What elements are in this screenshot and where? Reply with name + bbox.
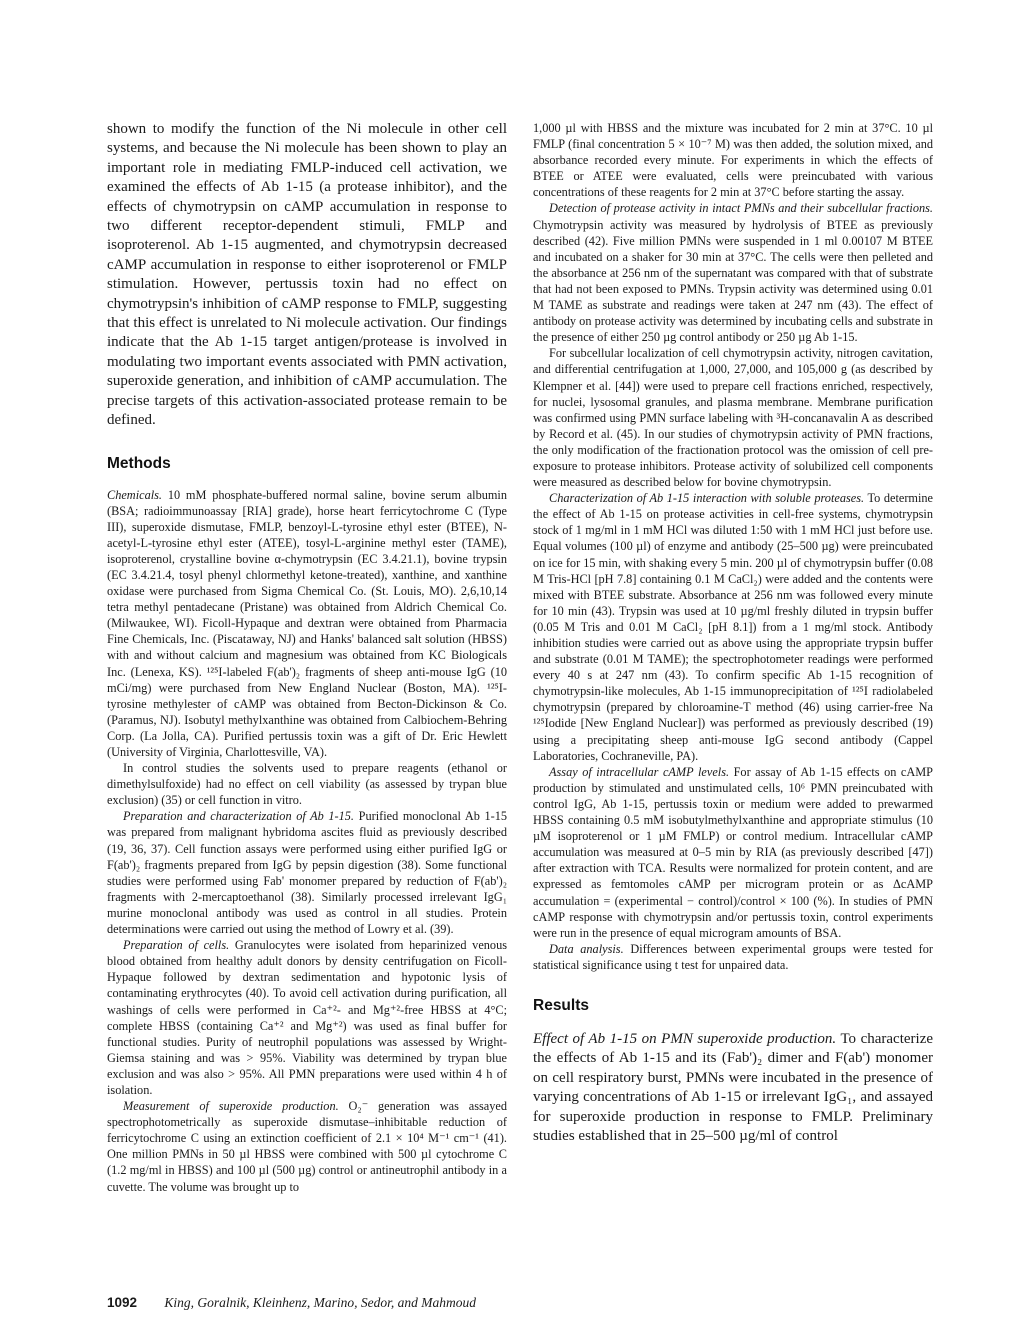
superoxide-paragraph	[107, 1098, 507, 1195]
page-footer	[107, 1295, 476, 1311]
control-studies-paragraph: In control studies the solvents used to prepare reagents (ethanol or dimethylsulfoxide) had no effect on cell viability (as assessed by trypan blue exclusion) (35) or cell function in vitro.	[107, 761, 507, 808]
paragraph-text: To characterize the effects of Ab 1-15 and its (Fab')₂ dimer and F(ab') monomer on cell respiratory burst, PMNs were incubated in the presence of varying concentrations of Ab 1-15 or irrelevant IgG₁, and assayed for superoxide production in response to FMLP. Preliminary studies established that in 25–500 µg/ml of control	[533, 1030, 934, 1144]
paragraph-text: Differences between experimental groups were tested for statistical significance using t test for unpaired data.	[533, 941, 933, 972]
camp-paragraph	[533, 764, 933, 941]
run-in-title: Effect of Ab 1-15 on PMN superoxide production.	[533, 1030, 837, 1047]
paragraph-text: Granulocytes were isolated from heparinized venous blood obtained from healthy adult donors by density centrifugation on Ficoll-Hypaque followed by dextran sedimentation and hypotonic lysis of contaminating erythrocytes (40). To avoid cell activation during purification, all washings of cells were performed in Ca⁺²- and Mg⁺²-free HBSS at 4°C; complete HBSS (containing Ca⁺² and Mg⁺²) was used as final buffer for functional studies. Purity of neutrophil populations was assessed by Wright-Giemsa staining and was > 95%. Viability was determined by trypan blue exclusion and was also > 95%. All PMN preparations were used within 4 h of isolation.	[107, 938, 508, 1097]
run-in-title: Measurement of superoxide production.	[123, 1099, 339, 1114]
results-paragraph	[533, 1030, 933, 1146]
page-number: 1092	[107, 1295, 138, 1310]
protease-paragraph	[533, 200, 933, 345]
results-heading: Results	[533, 996, 589, 1014]
run-in-title: Assay of intracellular cAMP levels.	[549, 764, 730, 779]
run-in-title: Preparation of cells.	[123, 938, 230, 953]
right-column	[533, 120, 933, 1146]
continuation-paragraph: 1,000 µl with HBSS and the mixture was incubated for 2 min at 37°C. 10 µl FMLP (final concentration 5 × 10⁻⁷ M) was then added, the solution mixed, and absorbance recorded every minute. For experiments in which the effects of BTEE or ATEE were evaluated, cells were preincubated with various concentrations of these reagents for 2 min at 37°C before starting the assay.	[533, 121, 933, 200]
paragraph-text: 10 mM phosphate-buffered normal saline, bovine serum albumin (BSA; radioimmunoassay [RIA] grade), horse heart ferricytochrome C (Type III), superoxide dismutase, FMLP, benzoyl-L-tyrosine ethyl ester (BTEE), N-acetyl-L-tyrosine ethyl ester (ATEE), tosyl-L-arginine methyl ester (TAME), isoproterenol, crystalline bovine α-chymotrypsin (EC 3.4.21.1), bovine trypsin (EC 3.4.21.4, tosyl phenyl chlormethyl ketone-treated), xanthine, and xanthine oxidase were purchased from Sigma Chemical Co. (St. Louis, MO). 2,6,10,14 tetra methyl pentadecane (Pristane) was obtained from Aldrich Chemical Co. (Milwaukee, WI). Ficoll-Hypaque and dextran were obtained from Pharmacia Fine Chemicals, Inc. (Piscataway, NJ) and Hanks' balanced salt solution (HBSS) with and without calcium and magnesium was obtained from KC Biologicals Inc. (Lenexa, KS). ¹²⁵I-labeled F(ab')₂ fragments of sheep anti-mouse IgG (10 mCi/mg) were purchased from New England Nuclear (Boston, MA). ¹²⁵I-tyrosine methylester of cAMP was obtained from Becton-Dickinson & Co. (Paramus, NJ). Isobutyl methylxanthine was obtained from Calbiochem-Behring Corp. (La Jolla, CA). Purified pertussis toxin was a gift of Dr. Eric Hewlett (University of Virginia, Charlottesville, VA).	[107, 487, 508, 759]
chemicals-paragraph	[107, 487, 507, 761]
paragraph-text: Chymotrypsin activity was measured by hydrolysis of BTEE as previously described (42). Five million PMNs were suspended in 1 ml 0.00107 M BTEE and incubated on a shaker for 30 min at 37°C. The cells were then pelleted and the absorbance at 256 nm of the supernatant was compared with that of substrate that had not been exposed to PMNs. Trypsin activity was determined using 0.01 M TAME as substrate and readings were taken at 247 nm (43). The effect of antibody on protease activity was determined by incubating cells and substrate in the presence of either 250 µg control antibody or 250 µg Ab 1-15.	[533, 217, 933, 345]
run-in-title: Preparation and characterization of Ab 1-15.	[123, 809, 355, 824]
subcellular-paragraph: For subcellular localization of cell chymotrypsin activity, nitrogen cavitation, and differential centrifugation at 1,000, 27,000, and 105,000 g (as described by Klempner et al. [44]) were used to prepare cell fractions enriched, respectively, for nuclei, lysosomal granules, and plasma membrane. Membrane purification was confirmed using PMN surface labeling with ³H-concanavalin A as described by Record et al. (45). In our studies of chymotrypsin activity of PMN fractions, the only modification of the fractionation protocol was the omission of cell pre-exposure to protease inhibitors. Protease activity of solubilized cell components were measured as described below for bovine chymotrypsin.	[533, 346, 933, 490]
intro-paragraph: shown to modify the function of the Ni molecule in other cell systems, and because the Ni molecule has been shown to play an important role in mediating FMLP-induced cell activation, we examined the effects of Ab 1-15 (a protease inhibitor), and the effects of chymotrypsin on cAMP accumulation in response to two different receptor-dependent stimuli, FMLP and isoproterenol. Ab 1-15 augmented, and chymotrypsin decreased cAMP accumulation in response to either isoproterenol or FMLP stimulation. However, pertussis toxin had no effect on chymotrypsin's inhibition of cAMP response to FMLP, suggesting that this effect is unrelated to Ni molecule activation. Our findings indicate that the Ab 1-15 target antigen/protease is involved in modulating two important events associated with PMN activation, superoxide generation, and inhibition of cAMP accumulation. The precise targets of this activation-associated protease remain to be defined.	[107, 121, 507, 429]
prep-ab-paragraph	[107, 808, 507, 937]
paragraph-text: Purified monoclonal Ab 1-15 was prepared from malignant hybridoma ascites fluid as previously described (19, 36, 37). Cell function assays were performed using either purified IgG or F(ab')₂ fragments prepared from IgG by pepsin digestion (38). Some functional studies were performed using Fab' monomer prepared by reduction of F(ab')₂ fragments with 2-mercaptoethanol (38). Similarly processed irrelevant IgG₁ murine monoclonal antibody was used as control in all studies. Protein determinations were carried out using the method of Lowry et al. (39).	[107, 809, 507, 937]
run-in-title: Characterization of Ab 1-15 interaction with soluble proteases.	[549, 491, 865, 506]
run-in-title: Chemicals.	[107, 487, 162, 502]
run-in-title: Data analysis.	[549, 941, 624, 956]
paragraph-text: O₂⁻ generation was assayed spectrophotometrically as superoxide dismutase–inhibitable reduction of ferricytochrome C using an extinction coefficient of 2.1 × 10⁴ M⁻¹ cm⁻¹ (41). One million PMNs in 50 µl HBSS were combined with 500 µl cytochrome C (1.2 mg/ml in HBSS) and 100 µl (500 µg) control or antineutrophil antibody in a cuvette. The volume was brought up to	[107, 1099, 507, 1194]
running-footer: King, Goralnik, Kleinhenz, Marino, Sedor, and Mahmoud	[164, 1295, 477, 1310]
left-column	[107, 120, 507, 1195]
paragraph-text: For assay of Ab 1-15 effects on cAMP production by stimulated and unstimulated cells, 10⁶ PMN preincubated with control IgG, Ab 1-15, pertussis toxin or medium were added to prewarmed HBSS containing 0.5 mM isobutylmethylxanthine and appropriate stimulus (10 µM isoproterenol or 1 µM FMLP) or control medium. Intracellular cAMP accumulation was measured at 0–5 min by RIA (as previously described [47]) after extraction with TCA. Results were normalized for protein content, and are expressed as femtomoles cAMP per microgram protein or as ΔcAMP accumulation = (experimental − control)/control × 100 (%). In studies of PMN cAMP response with chymotrypsin and/or pertussis toxin, control experiments were run in the presence of equal microgram amounts of BSA.	[533, 764, 933, 940]
data-analysis-paragraph	[533, 941, 933, 973]
prep-cells-paragraph	[107, 937, 507, 1098]
run-in-title: Detection of protease activity in intact PMNs and their subcellular fractions.	[549, 201, 933, 216]
methods-heading: Methods	[107, 454, 171, 472]
characterization-paragraph	[533, 490, 933, 764]
paragraph-text: To determine the effect of Ab 1-15 on protease activities in cell-free systems, chymotrypsin stock of 1 mg/ml in 1 mM HCl was diluted 1:50 with 1 mM HCl just before use. Equal volumes (100 µl) of enzyme and antibody (25–500 µg) were preincubated on ice for 15 min, with shaking every 5 min. 200 µl of chymotrypsin buffer (0.08 M Tris-HCl [pH 7.8] containing 0.1 M CaCl₂) were added and the contents were mixed with BTEE substrate. Absorbance at 256 nm was followed every minute for 10 min (43). Trypsin was used at 10 µg/ml freshly diluted in trypsin buffer (0.05 M Tris and 0.01 M CaCl₂ [pH 8.1]) from a 1 mg/ml stock. Antibody inhibition studies were carried out as above using the appropriate trypsin buffer and substrate (0.01 M TAME); the spectrophotometer readings were performed every 40 s at 247 nm (43). To confirm specific Ab 1-15 recognition of chymotrypsin-like molecules, Ab 1-15 immunoprecipitation of ¹²⁵I radiolabeled chymotrypsin (prepared by chloroamine-T method (46) using carrier-free Na ¹²⁵Iodide [New England Nuclear]) was performed as previously described (19) using a precipitating sheep anti-mouse IgG second antibody (Cappel Laboratories, Cochraneville, PA).	[533, 491, 934, 763]
